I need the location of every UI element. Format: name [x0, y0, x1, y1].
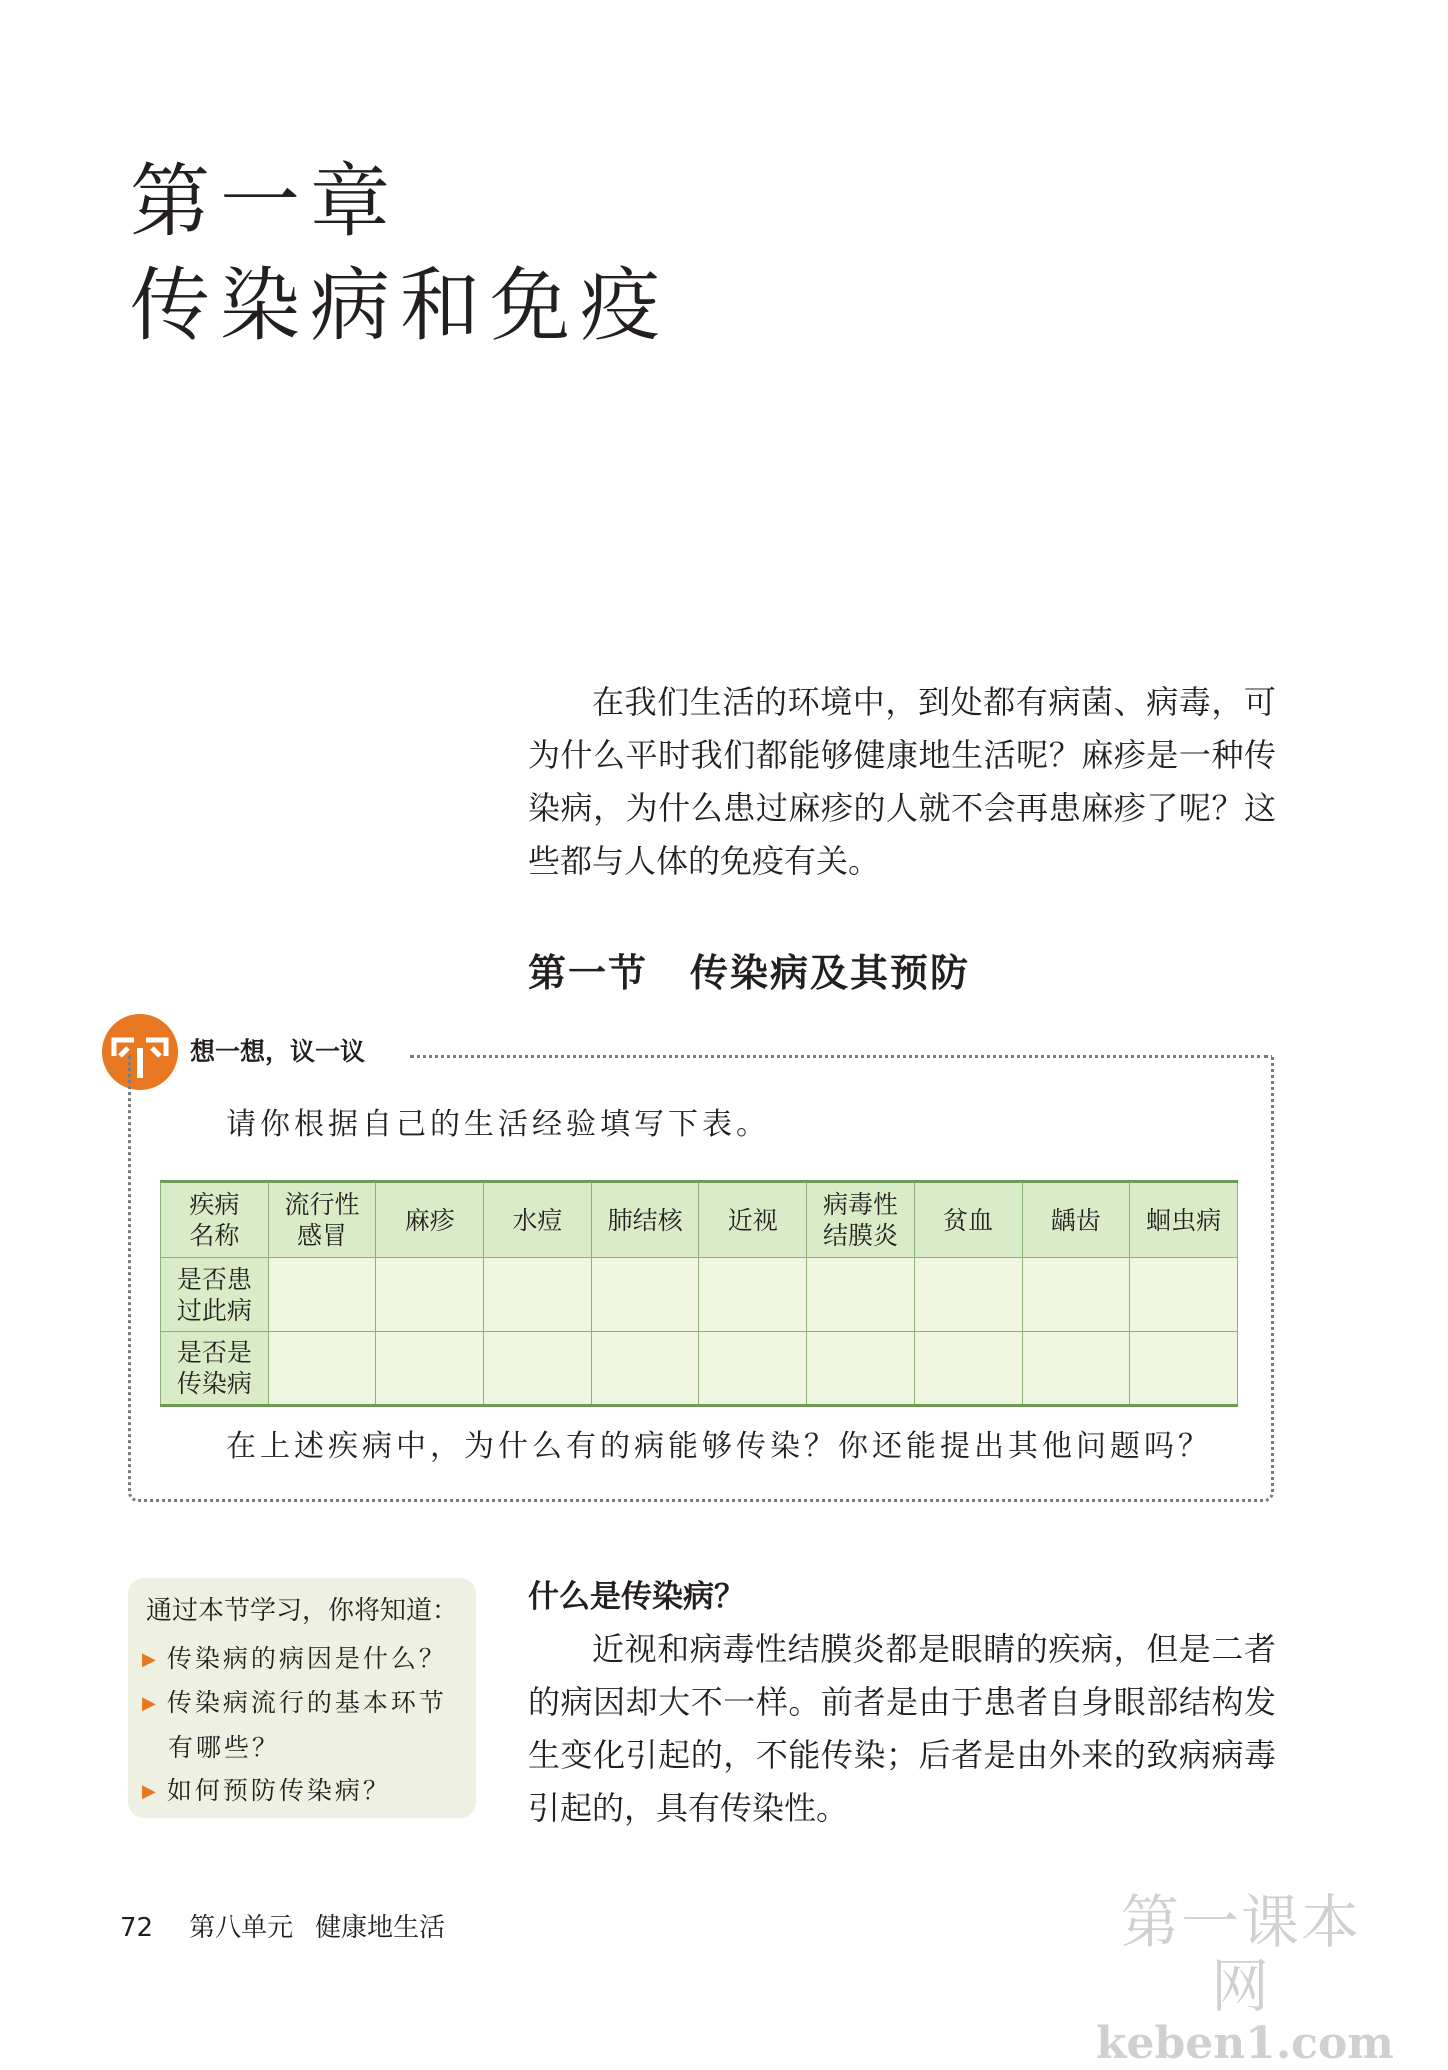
activity-label: 想一想，议一议	[190, 1037, 366, 1066]
table-cell	[268, 1332, 376, 1406]
table-cell	[1022, 1258, 1130, 1332]
table-cell	[1130, 1332, 1238, 1406]
table-cell	[807, 1258, 915, 1332]
triangle-bullet-icon: ▶	[142, 1649, 159, 1670]
disease-table	[160, 1180, 1238, 1407]
body-text	[528, 1623, 1276, 1835]
table-cell	[699, 1332, 807, 1406]
table-column-header: 麻疹	[376, 1182, 484, 1258]
table-cell	[376, 1332, 484, 1406]
table-cell	[1130, 1258, 1238, 1332]
table-row-header: 是否是 传染病	[161, 1332, 269, 1406]
table-column-header: 近视	[699, 1182, 807, 1258]
chapter-heading	[130, 150, 670, 358]
section-number: 第一节	[528, 951, 649, 995]
page-number: 72	[120, 1913, 154, 1943]
table-cell	[268, 1258, 376, 1332]
table-cell	[591, 1258, 699, 1332]
body-paragraph: 近视和病毒性结膜炎都是眼睛的疾病，但是二者的病因却大不一样。前者是由于患者自身眼部结构发生变化引起的，不能传染；后者是由外来的致病病毒引起的，具有传染性。	[528, 1630, 1276, 1827]
table-row-header: 是否患 过此病	[161, 1258, 269, 1332]
learning-item: ▶ 传染病的病因是什么？	[142, 1644, 447, 1673]
intro-text	[528, 676, 1276, 888]
table-header-row	[161, 1182, 1238, 1258]
triangle-bullet-icon: ▶	[142, 1693, 159, 1714]
table-column-header: 龋齿	[1022, 1182, 1130, 1258]
table-column-header: 蛔虫病	[1130, 1182, 1238, 1258]
table-cell	[376, 1258, 484, 1332]
table-cell	[914, 1332, 1022, 1406]
section-title	[528, 946, 1228, 1000]
table-row	[161, 1258, 1238, 1332]
chapter-number: 第一章	[130, 155, 400, 248]
table-column-header: 病毒性 结膜炎	[807, 1182, 915, 1258]
section-name: 传染病及其预防	[690, 951, 971, 995]
subheading: 什么是传染病？	[528, 1579, 745, 1615]
intro-paragraph: 在我们生活的环境中，到处都有病菌、病毒，可为什么平时我们都能够健康地生活呢？麻疹是一种传染病，为什么患过麻疹的人就不会再患麻疹了呢？这些都与人体的免疫有关。	[528, 683, 1276, 880]
table-column-header: 肺结核	[591, 1182, 699, 1258]
activity-question: 在上述疾病中，为什么有的病能够传染？你还能提出其他问题吗？	[226, 1429, 1212, 1464]
watermark	[1096, 1888, 1394, 2070]
table-cell	[1022, 1332, 1130, 1406]
learning-objectives-box	[128, 1578, 476, 1818]
table-column-header: 水痘	[484, 1182, 592, 1258]
learning-item: ▶ 如何预防传染病？	[142, 1776, 391, 1805]
table-row	[161, 1332, 1238, 1406]
learning-item: ▶ 传染病流行的基本环节 有哪些？	[142, 1688, 447, 1762]
page-footer	[120, 1910, 445, 1946]
table-column-header: 贫血	[914, 1182, 1022, 1258]
table-cell	[484, 1258, 592, 1332]
table-cell	[699, 1258, 807, 1332]
table-cell	[914, 1258, 1022, 1332]
table-cell	[591, 1332, 699, 1406]
watermark-cn: 第一课本网	[1120, 1888, 1361, 2020]
table-column-header: 流行性 感冒	[268, 1182, 376, 1258]
unit-label: 第八单元	[189, 1913, 294, 1943]
watermark-en: keben1.com	[1096, 2018, 1394, 2069]
unit-title: 健康地生活	[315, 1913, 446, 1943]
table-cell	[807, 1332, 915, 1406]
table-cell	[484, 1332, 592, 1406]
activity-prompt: 请你根据自己的生活经验填写下表。	[226, 1107, 770, 1142]
table-header-label: 疾病 名称	[161, 1182, 269, 1258]
triangle-bullet-icon: ▶	[142, 1781, 159, 1802]
table-body	[161, 1258, 1238, 1406]
learning-box-title: 通过本节学习，你将知道：	[146, 1596, 459, 1626]
chapter-title: 传染病和免疫	[130, 259, 670, 352]
